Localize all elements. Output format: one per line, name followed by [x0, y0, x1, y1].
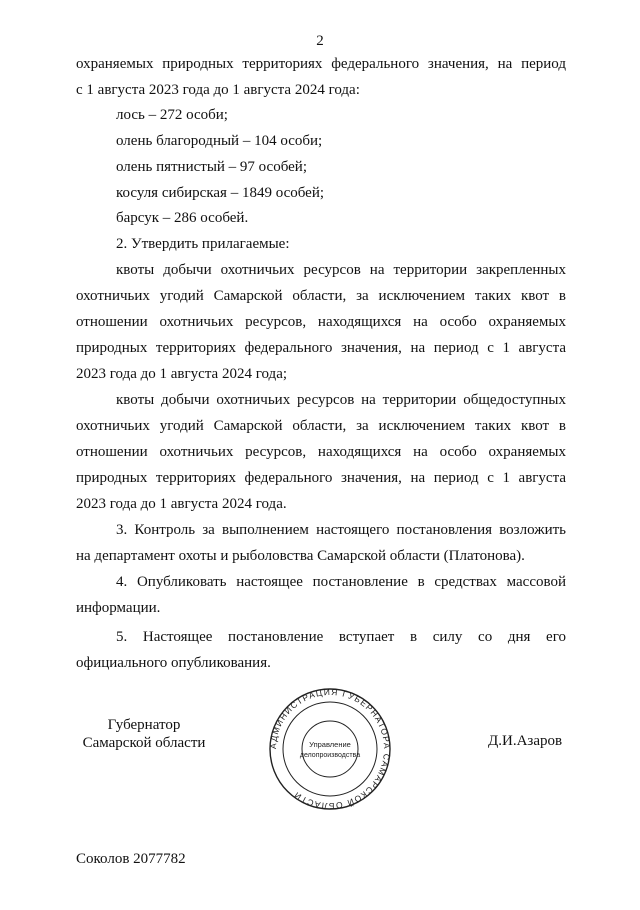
text-line: природных территориях федерального значения, на период с 1 августа: [76, 340, 566, 356]
text-line: информации.: [76, 600, 161, 616]
svg-text:АДМИНИСТРАЦИЯ ГУБЕРНАТОРА САМА: [268, 687, 392, 811]
signatory-position-line2: Самарской области: [82, 735, 206, 751]
text-line: квоты добычи охотничьих ресурсов на территории общедоступных: [116, 392, 566, 408]
official-stamp: [268, 687, 392, 811]
text-line: отношении охотничьих ресурсов, находящихся на особо охраняемых: [76, 444, 566, 460]
text-line: барсук – 286 особей.: [116, 210, 249, 226]
text-line: охотничьих угодий Самарской области, за исключением таких квот в: [76, 288, 566, 304]
stamp-center-line1: Управление: [309, 740, 351, 749]
text-line: олень пятнистый – 97 особей;: [116, 159, 307, 175]
text-line: 4. Опубликовать настоящее постановление в средствах массовой: [116, 574, 566, 590]
text-line: охраняемых природных территориях федерального значения, на период: [76, 56, 566, 72]
signatory-position-line1: Губернатор: [107, 717, 181, 733]
text-line: официального опубликования.: [76, 655, 271, 671]
page-number: 2: [316, 33, 324, 49]
text-line: косуля сибирская – 1849 особей;: [116, 185, 325, 201]
text-line: на департамент охоты и рыболовства Самарской области (Платонова).: [76, 548, 525, 564]
text-line: отношении охотничьих ресурсов, находящихся на особо охраняемых: [76, 314, 566, 330]
signatory-name: Д.И.Азаров: [488, 733, 563, 749]
stamp-center-line2: делопроизводства: [299, 752, 361, 759]
text-line: охотничьих угодий Самарской области, за исключением таких квот в: [76, 418, 566, 434]
text-line: 3. Контроль за выполнением настоящего постановления возложить: [116, 522, 566, 538]
stamp-outer-text: АДМИНИСТРАЦИЯ ГУБЕРНАТОРА САМАРСКОЙ ОБЛАСТИ: [268, 687, 392, 811]
text-line: 5. Настоящее постановление вступает в силу со дня его: [116, 629, 566, 645]
text-line: с 1 августа 2023 года до 1 августа 2024 года:: [76, 82, 360, 98]
signatory-position: [79, 716, 209, 752]
text-line: олень благородный – 104 особи;: [116, 133, 323, 149]
text-line: 2023 года до 1 августа 2024 года.: [76, 496, 287, 512]
text-line: природных территориях федерального значения, на период с 1 августа: [76, 470, 566, 486]
text-line: квоты добычи охотничьих ресурсов на территории закрепленных: [116, 262, 566, 278]
text-line: лось – 272 особи;: [116, 107, 228, 123]
text-line: 2. Утвердить прилагаемые:: [116, 236, 290, 252]
footer-executor: Соколов 2077782: [76, 851, 186, 867]
text-line: 2023 года до 1 августа 2024 года;: [76, 366, 288, 382]
